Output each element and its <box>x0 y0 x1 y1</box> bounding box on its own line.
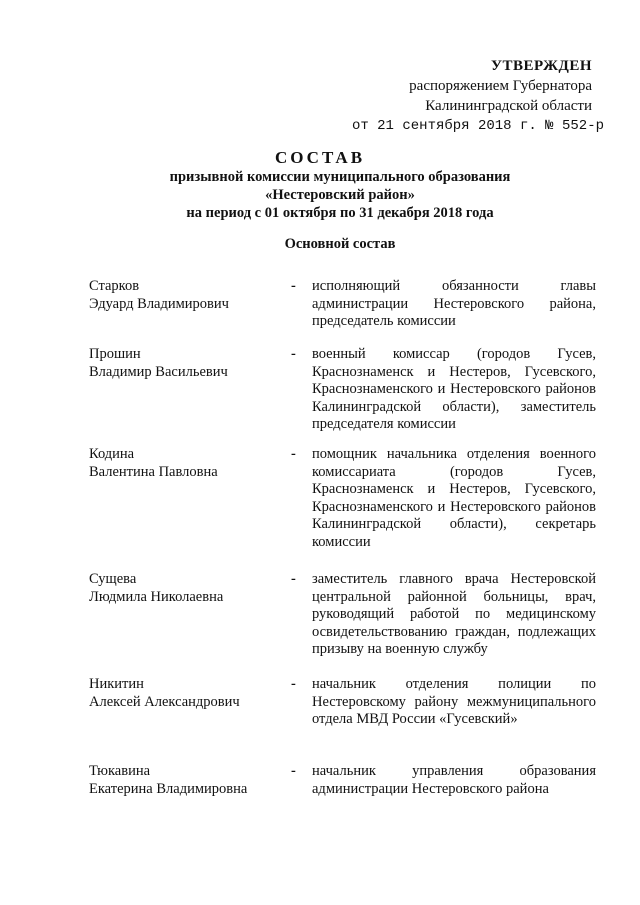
member-role: заместитель главного врача Нестеровской центральной районной больницы, врач, руководящий работой по медицинскому освидетельствованию граждан, подлежащих призыву на военную службу <box>312 571 596 657</box>
member-row <box>89 346 599 432</box>
approval-title: УТВЕРЖДЕН <box>491 58 592 74</box>
member-role: начальник управления образования администрации Нестеровского района <box>312 763 596 797</box>
member-dash: - <box>291 346 296 362</box>
member-role: начальник отделения полиции по Нестеровскому району межмуниципального отдела МВД России «Гусевский» <box>312 676 596 727</box>
member-given-names: Алексей Александрович <box>89 693 240 710</box>
member-dash: - <box>291 763 296 779</box>
member-dash: - <box>291 571 296 587</box>
member-name <box>89 446 289 481</box>
approval-line-3: от 21 сентября 2018 г. № 552-р <box>351 118 604 134</box>
approval-line-1: распоряжением Губернатора <box>409 78 592 94</box>
member-given-names: Эдуард Владимирович <box>89 295 229 312</box>
member-role: военный комиссар (городов Гусев, Краснознаменск и Нестеров, Гусевского, Краснознаменского и Нестеровского районов Калининградской области), заместитель председателя комиссии <box>312 346 596 432</box>
section-heading: Основной состав <box>284 236 396 252</box>
member-row <box>89 676 599 727</box>
approval-line-2: Калининградской области <box>425 98 592 114</box>
document-subtitle <box>0 168 640 222</box>
member-dash: - <box>291 446 296 462</box>
subtitle-line-2: «Нестеровский район» <box>265 187 415 203</box>
member-name <box>89 346 289 381</box>
member-name <box>89 571 289 606</box>
member-name <box>89 763 289 798</box>
member-surname: Кодина <box>89 446 135 462</box>
member-surname: Никитин <box>89 676 144 692</box>
member-row <box>89 446 599 550</box>
member-surname: Старков <box>89 278 140 294</box>
member-row <box>89 278 599 329</box>
member-surname: Прошин <box>89 346 141 362</box>
member-dash: - <box>291 676 296 692</box>
member-role: помощник начальника отделения военного комиссариата (городов Гусев, Краснознаменск и Нестеров, Гусевского, Краснознаменского и Нестеровского районов Калининградской области), секретарь комиссии <box>312 446 596 550</box>
member-given-names: Екатерина Владимировна <box>89 780 248 797</box>
member-dash: - <box>291 278 296 294</box>
member-given-names: Валентина Павловна <box>89 463 218 480</box>
member-surname: Сущева <box>89 571 137 587</box>
member-given-names: Владимир Васильевич <box>89 363 228 380</box>
member-given-names: Людмила Николаевна <box>89 588 224 605</box>
member-surname: Тюкавина <box>89 763 151 779</box>
member-name <box>89 676 289 711</box>
document-title: СОСТАВ <box>274 148 366 167</box>
member-row <box>89 571 599 657</box>
subtitle-line-1: призывной комиссии муниципального образования <box>169 169 511 185</box>
member-name <box>89 278 289 313</box>
member-role: исполняющий обязанности главы администрации Нестеровского района, председатель комиссии <box>312 278 596 329</box>
approval-stamp <box>352 56 604 136</box>
subtitle-line-3: на период с 01 октября по 31 декабря 2018 года <box>186 205 494 221</box>
member-row <box>89 763 599 798</box>
